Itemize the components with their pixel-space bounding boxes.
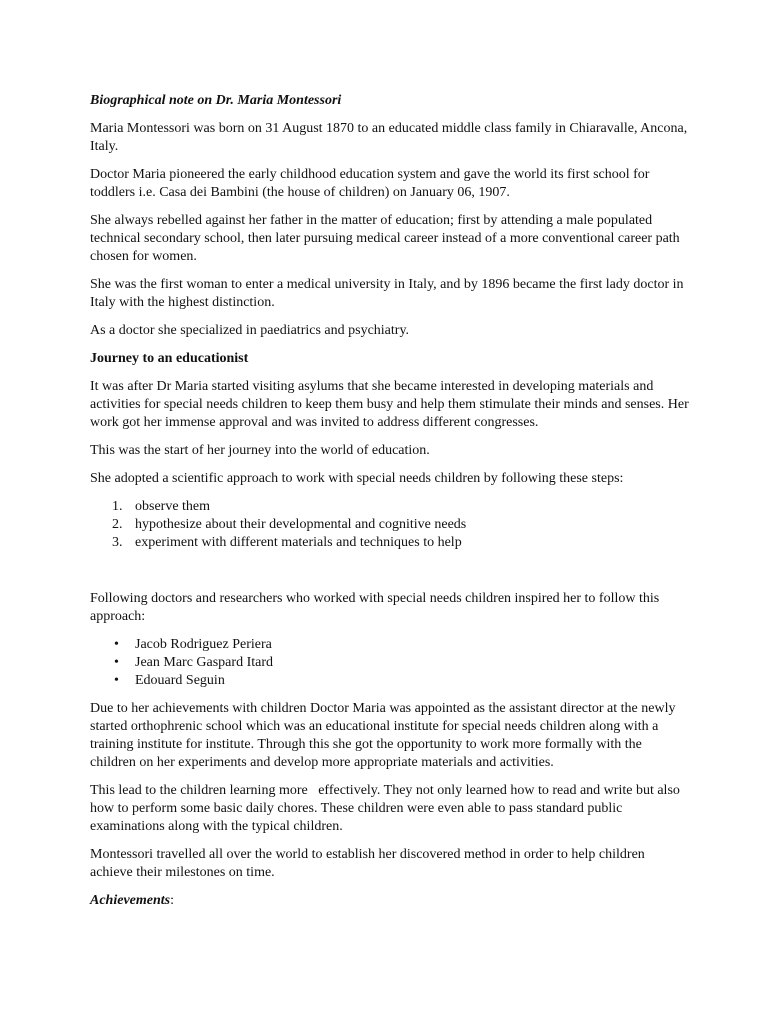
- list-number: 2.: [112, 517, 123, 532]
- list-item: [90, 516, 690, 534]
- list-item: [90, 534, 690, 552]
- list-item: [90, 636, 690, 654]
- paragraph-travels: Montessori travelled all over the world to establish her discovered method in order to help children achieve their milestones on time.: [90, 847, 645, 880]
- paragraph-learning-effectively: This lead to the children learning more effectively. They not only learned how to read and write but also how to perform some basic daily chores. These children were even able to pass standard public examinations along with the typical children.: [90, 783, 684, 834]
- paragraph-start-of-journey: This was the start of her journey into the world of education.: [90, 443, 430, 458]
- list-number: 3.: [112, 535, 123, 550]
- document-title: Biographical note on Dr. Maria Montessori: [90, 93, 342, 108]
- list-item-text: Edouard Seguin: [135, 673, 225, 688]
- researchers-list: [90, 636, 690, 690]
- paragraph-first-lady-doctor: She was the first woman to enter a medical university in Italy, and by 1896 became the first lady doctor in Italy with the highest distinction.: [90, 277, 684, 310]
- section-heading-journey: Journey to an educationist: [90, 351, 249, 366]
- document-page: [90, 92, 690, 920]
- bullet-icon: •: [114, 673, 119, 688]
- achievements-heading: Achievements: [90, 893, 171, 908]
- paragraph-asylums: It was after Dr Maria started visiting asylums that she became interested in developing materials and activities for special needs children to keep them busy and help them stimulate their minds and senses. Her work got her immense approval and was invited to address different congresses.: [90, 379, 689, 430]
- paragraph-inspiration: Following doctors and researchers who worked with special needs children inspired her to follow this approach:: [90, 591, 660, 624]
- list-number: 1.: [112, 499, 123, 514]
- bullet-icon: •: [114, 655, 119, 670]
- paragraph-casa-dei-bambini: Doctor Maria pioneered the early childhood education system and gave the world its first school for toddlers i.e. Casa dei Bambini (the house of children) on January 06, 1907.: [90, 167, 650, 200]
- list-item: [90, 498, 690, 516]
- achievements-colon: :: [170, 893, 174, 908]
- paragraph-orthophrenic-school: Due to her achievements with children Doctor Maria was appointed as the assistant director at the newly started orthophrenic school which was an educational institute for special needs children along with a training institute for institute. Through this she got the opportunity to work more formally with the children on her experiments and develop more appropriate materials and activities.: [90, 701, 676, 770]
- bullet-icon: •: [114, 637, 119, 652]
- paragraph-birth: Maria Montessori was born on 31 August 1870 to an educated middle class family in Chiaravalle, Ancona, Italy.: [90, 121, 688, 154]
- list-item-text: Jean Marc Gaspard Itard: [135, 655, 273, 670]
- paragraph-specialization: As a doctor she specialized in paediatrics and psychiatry.: [90, 323, 410, 338]
- list-item: [90, 654, 690, 672]
- list-item: [90, 672, 690, 690]
- list-item-text: Jacob Rodriguez Periera: [135, 637, 272, 652]
- list-item-text: observe them: [135, 499, 211, 514]
- paragraph-scientific-approach: She adopted a scientific approach to work with special needs children by following these steps:: [90, 471, 624, 486]
- list-item-text: hypothesize about their developmental and cognitive needs: [135, 517, 467, 532]
- list-item-text: experiment with different materials and techniques to help: [135, 535, 462, 550]
- achievements-heading-line: [90, 892, 690, 910]
- steps-list: [90, 498, 690, 552]
- paragraph-rebellion: She always rebelled against her father in the matter of education; first by attending a male populated technical secondary school, then later pursuing medical career instead of a more conventional career path chosen for women.: [90, 213, 680, 264]
